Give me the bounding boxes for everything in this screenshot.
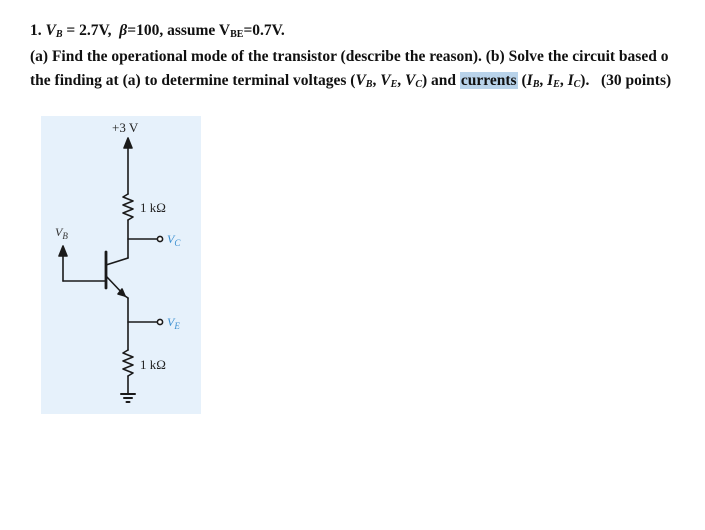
highlighted-word-currents[interactable]: currents — [460, 72, 517, 89]
vc-node-label — [167, 232, 181, 248]
resistor-icon — [123, 194, 133, 220]
points-label: (30 points) — [600, 72, 672, 89]
rc-label: 1 kΩ — [140, 200, 166, 215]
vb-value: = 2.7V, — [62, 22, 112, 39]
comma-3: , — [539, 72, 548, 89]
resistor-icon — [123, 350, 133, 376]
terminal-dot-icon — [157, 236, 162, 241]
ve-node-label — [167, 315, 180, 331]
transistor-collector-lead — [106, 258, 128, 265]
circuit-figure — [41, 116, 201, 414]
ie-symbol: I — [547, 72, 554, 89]
ic-symbol: I — [567, 72, 574, 89]
ic-subscript: C — [573, 79, 581, 90]
re-label: 1 kΩ — [140, 357, 166, 372]
problem-statement-line-2: (a) Find the operational mode of the transistor (describe the reason). (b) Solve the circuit based o — [30, 48, 669, 65]
vb-subscript-2: B — [365, 79, 373, 90]
problem-statement-line-3 — [30, 72, 671, 94]
close-and: ) and — [422, 72, 460, 89]
comma-1: , — [372, 72, 381, 89]
comma-2: , — [397, 72, 405, 89]
vb-symbol: V — [45, 22, 56, 39]
line3-text-start: the finding at (a) to determine terminal voltages ( — [30, 72, 356, 89]
vbe-subscript: BE — [230, 29, 244, 40]
arrow-up-icon — [124, 138, 132, 148]
comma-4: , — [559, 72, 568, 89]
vc-symbol: V — [404, 72, 416, 89]
ib-symbol: I — [526, 72, 533, 89]
beta-value: =100, assume V — [127, 22, 231, 39]
vc-node-subscript: C — [174, 238, 181, 248]
ve-symbol: V — [380, 72, 391, 89]
close-period: ). — [580, 72, 590, 89]
vb-symbol-2: V — [355, 72, 366, 89]
beta-symbol: β — [119, 22, 128, 39]
vb-node-symbol: V — [55, 225, 63, 239]
open-paren: ( — [517, 72, 527, 89]
vb-node-label — [55, 225, 68, 241]
vbe-value: =0.7V. — [243, 22, 285, 39]
problem-number: 1. — [30, 22, 42, 39]
supply-label: +3 V — [112, 120, 139, 135]
ie-subscript: E — [553, 79, 560, 90]
circuit-diagram — [41, 116, 201, 414]
ve-node-symbol: V — [167, 315, 175, 329]
vc-node-symbol: V — [167, 232, 175, 246]
vb-node-subscript: B — [62, 231, 68, 241]
terminal-dot-icon — [157, 319, 162, 324]
vc-subscript: C — [415, 79, 422, 90]
vb-subscript: B — [55, 29, 63, 40]
ib-subscript: B — [532, 79, 540, 90]
ve-subscript: E — [390, 79, 398, 90]
arrow-up-icon — [59, 246, 67, 256]
problem-statement-line-1 — [30, 22, 285, 44]
ve-node-subscript: E — [174, 321, 180, 331]
